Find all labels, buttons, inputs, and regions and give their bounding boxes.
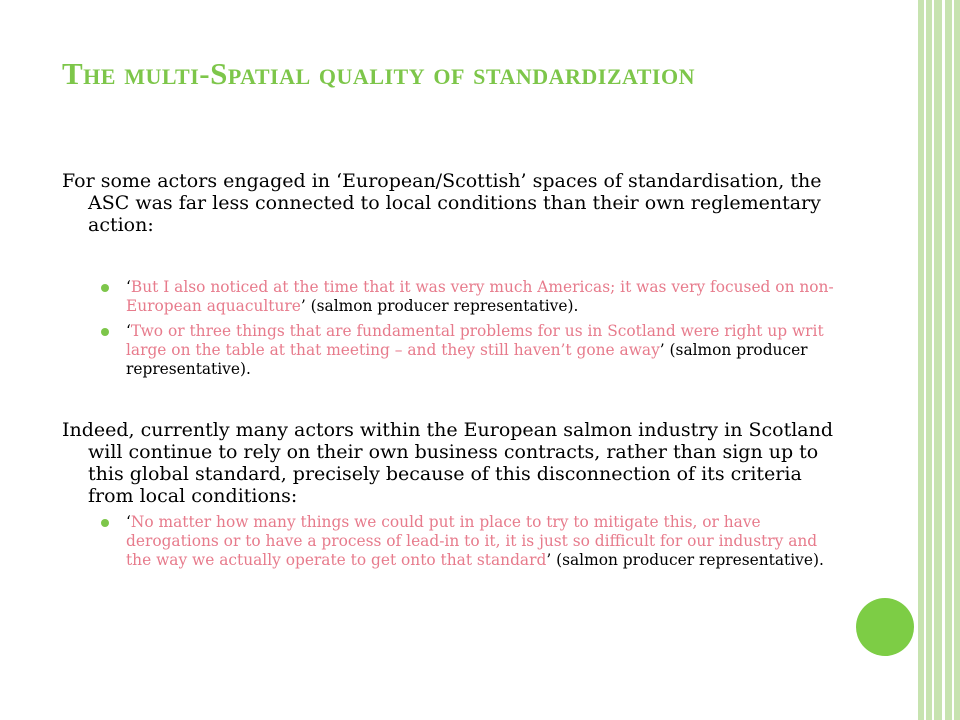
quote-item xyxy=(62,513,842,570)
quote-attribution: ’ (salmon producer representative). xyxy=(300,297,579,315)
quote-list xyxy=(62,513,842,570)
stripe xyxy=(945,0,952,720)
quote-text: But I also noticed at the time that it was very much Americas; it was very focused on non-European aquaculture xyxy=(126,278,834,315)
bullet-dot-icon xyxy=(101,328,109,336)
stripe xyxy=(934,0,942,720)
second-paragraph: Indeed, currently many actors within the European salmon industry in Scotland will continue to rely on their own business contracts, rather than sign up to this global standard, precisely because of this disconnection of its criteria from local conditions: xyxy=(62,419,834,507)
quote-open-mark: ‘ xyxy=(126,278,131,296)
quote-open-mark: ‘ xyxy=(126,322,131,340)
bullet-dot-icon xyxy=(101,284,109,292)
stripe xyxy=(918,0,924,720)
decorative-green-dot xyxy=(856,598,914,656)
stripe xyxy=(954,0,960,720)
quote-text: No matter how many things we could put in place to try to mitigate this, or have derogations or to have a process of lead-in to it, it is just so difficult for our industry and the way we actually operate to get onto that standard xyxy=(126,513,818,569)
quote-list xyxy=(62,278,842,379)
slide-body xyxy=(62,170,842,570)
slide-title: The multi-Spatial quality of standardization xyxy=(62,56,695,91)
intro-paragraph: For some actors engaged in ‘European/Scottish’ spaces of standardisation, the ASC was far less connected to local conditions than their own reglementary action: xyxy=(62,170,822,236)
decorative-side-stripes xyxy=(918,0,960,720)
quote-item xyxy=(62,278,842,316)
quote-attribution: ’ (salmon producer representative). xyxy=(126,341,808,378)
quote-attribution: ’ (salmon producer representative). xyxy=(546,551,824,569)
stripe xyxy=(926,0,932,720)
quote-text: Two or three things that are fundamental problems for us in Scotland were right up writ large on the table at that meeting – and they still haven’t gone away xyxy=(126,322,824,359)
bullet-dot-icon xyxy=(101,519,109,527)
quote-item xyxy=(62,322,842,379)
quote-open-mark: ‘ xyxy=(126,513,131,531)
